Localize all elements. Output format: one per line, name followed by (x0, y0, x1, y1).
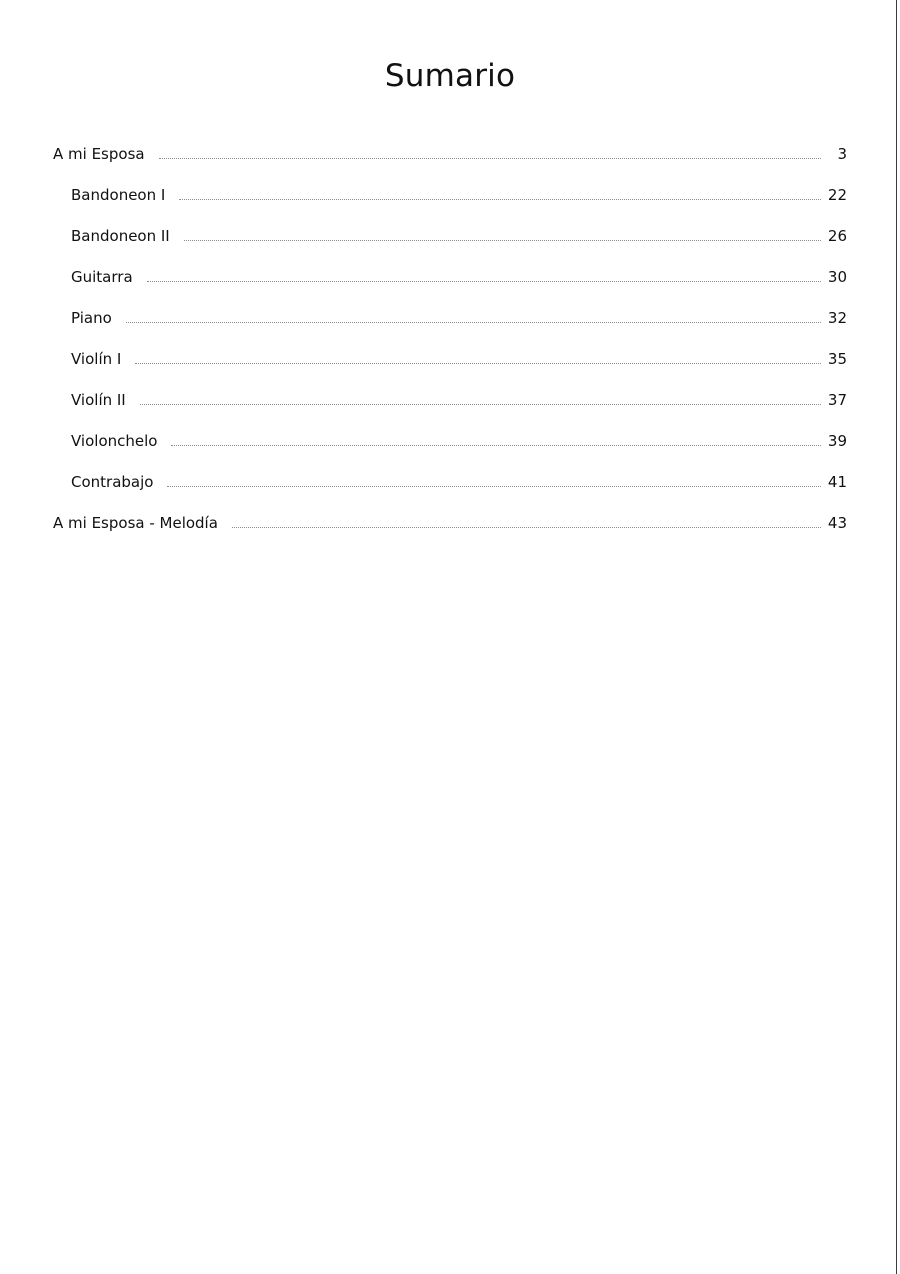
dot-leader (140, 404, 821, 405)
toc-entry-violonchelo[interactable] (53, 420, 847, 461)
toc-entry-violin-i[interactable] (53, 338, 847, 379)
toc-entry-bandoneon-ii[interactable] (53, 215, 847, 256)
toc-entry-page-number: 30 (827, 267, 847, 286)
toc-entry-violin-ii[interactable] (53, 379, 847, 420)
toc-entry-page-number: 37 (827, 390, 847, 409)
table-of-contents (53, 133, 847, 543)
toc-entry-page-number: 41 (827, 472, 847, 491)
toc-entry-title: Contrabajo (71, 472, 154, 491)
toc-entry-title: Violín I (71, 349, 122, 368)
dot-leader (171, 445, 821, 446)
toc-entry-page-number: 3 (837, 144, 847, 163)
toc-entry-title: Violín II (71, 390, 126, 409)
toc-entry-title: A mi Esposa - Melodía (53, 513, 218, 532)
toc-entry-contrabajo[interactable] (53, 461, 847, 502)
page-title: Sumario (384, 58, 516, 94)
toc-entry-page-number: 26 (827, 226, 847, 245)
toc-entry-title: A mi Esposa (53, 144, 145, 163)
toc-entry-bandoneon-i[interactable] (53, 174, 847, 215)
dot-leader (159, 158, 821, 159)
dot-leader (135, 363, 821, 364)
toc-entry-page-number: 43 (827, 513, 847, 532)
dot-leader (232, 527, 821, 528)
toc-entry-a-mi-esposa-melodia[interactable] (53, 502, 847, 543)
dot-leader (147, 281, 821, 282)
toc-entry-title: Piano (71, 308, 112, 327)
dot-leader (179, 199, 821, 200)
toc-entry-page-number: 32 (827, 308, 847, 327)
toc-entry-page-number: 39 (827, 431, 847, 450)
dot-leader (126, 322, 821, 323)
toc-entry-title: Violonchelo (71, 431, 158, 450)
dot-leader (167, 486, 821, 487)
dot-leader (184, 240, 821, 241)
toc-entry-page-number: 22 (827, 185, 847, 204)
toc-entry-page-number: 35 (827, 349, 847, 368)
toc-entry-title: Guitarra (71, 267, 133, 286)
toc-entry-a-mi-esposa[interactable] (53, 133, 847, 174)
toc-entry-guitarra[interactable] (53, 256, 847, 297)
toc-entry-title: Bandoneon I (71, 185, 166, 204)
toc-entry-title: Bandoneon II (71, 226, 170, 245)
toc-entry-piano[interactable] (53, 297, 847, 338)
